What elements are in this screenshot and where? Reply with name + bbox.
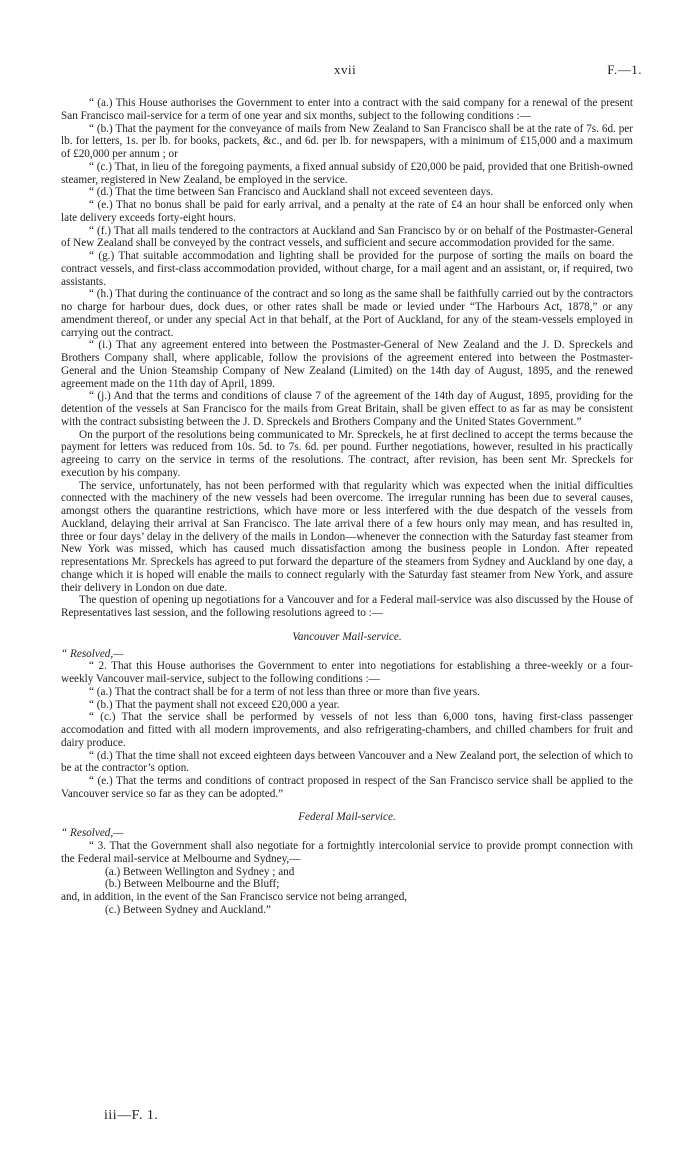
vancouver-resolution-2: “ 2. That this House authorises the Government to enter into negotiations for establishing a three-weekly or a four-weekly Vancouver mail-service, subject to the following conditions :— — [61, 660, 633, 685]
vancouver-clause-d: “ (d.) That the time shall not exceed eighteen days between Vancouver and a New Zealand port, the selection of which to be at the contractor’s option. — [61, 749, 633, 775]
federal-addition: and, in addition, in the event of the San Francisco service not being arranged, — [61, 891, 408, 903]
paragraph-vancouver-federal-question: The question of opening up negotiations for a Vancouver and for a Federal mail-service was also discussed by the House of Representatives last session, and the following resolutions agreed to :— — [61, 594, 633, 619]
resolution-clause-g: “ (g.) That suitable accommodation and lighting shall be provided for the purpose of sorting the mails on board the contract vessels, and first-class accommodation provided, without charge, for a mail agent and an assistant, or, if required, two assistants. — [61, 250, 633, 288]
footer-signature: iii—F. 1. — [104, 1108, 159, 1123]
federal-route-b: (b.) Between Melbourne and the Bluff; — [105, 878, 280, 891]
federal-resolved: “ Resolved,— — [61, 827, 124, 840]
federal-route-c: (c.) Between Sydney and Auckland.” — [105, 903, 271, 916]
resolution-clause-b: “ (b.) That the payment for the conveyance of mails from New Zealand to San Francisco shall be at the rate of 7s. 6d. per lb. for letters, 1s. per lb. for books, packets, &c., and 6d. per lb. for newspapers, with a minimum of £15,000 and a maximum of £20,000 per annum ; or — [61, 122, 633, 160]
resolution-clause-h: “ (h.) That during the continuance of the contract and so long as the same shall be faithfully carried out by the contractors no charge for harbour dues, dock dues, or other rates shall be made or levied under “The Harbours Act, 1878,” or any amendment thereof, or under any special Act in that behalf, at the Port of Auckland, for any of the steam-vessels employed in carrying out the contract. — [61, 288, 633, 339]
vancouver-clause-c: “ (c.) That the service shall be performed by vessels of not less than 6,000 tons, having first-class passenger accomodation and fitted with all modern improvements, and also refrigerating-chambers, and chilled chambers for fruit and dairy produce. — [61, 711, 633, 749]
paragraph-spreckels-terms: On the purport of the resolutions being communicated to Mr. Spreckels, he at first declined to accept the terms because the payment for letters was reduced from 10s. 5d. to 7s. 6d. per pound. Further negotiations, however, resulted in his practically agreeing to carry on the service in terms of the resolutions. The contract, after revision, has been sent Mr. Spreckels for execution by his company. — [61, 428, 633, 479]
resolution-clause-i: “ (i.) That any agreement entered into between the Postmaster-General of New Zealand and the J. D. Spreckels and Brothers Company shall, where applicable, follow the provisions of the agreement entered into between the Postmaster-General and the Union Steamship Company of New Zealand (Limited) on the 14th day of August, 1895, and the renewed agreement made on the 11th day of April, 1899. — [61, 339, 633, 390]
vancouver-resolved: “ Resolved,— — [61, 647, 124, 660]
vancouver-clause-a: “ (a.) That the contract shall be for a term of not less than three or more than five years. — [89, 685, 480, 698]
resolution-clause-f: “ (f.) That all mails tendered to the contractors at Auckland and San Francisco by or on behalf of the Postmaster-General of New Zealand shall be conveyed by the contract vessels, and sufficient and secure accommodation provided for the same. — [61, 224, 633, 250]
resolution-clause-a: “ (a.) This House authorises the Government to enter into a contract with the said company for a renewal of the present San Francisco mail-service for a term of one year and six months, subject to the following conditions :— — [61, 97, 633, 122]
resolution-clause-c: “ (c.) That, in lieu of the foregoing payments, a fixed annual subsidy of £20,000 be paid, provided that one British-owned steamer, registered in New Zealand, be employed in the service. — [61, 160, 633, 186]
vancouver-clause-b: “ (b.) That the payment shall not exceed £20,000 a year. — [89, 698, 340, 711]
paragraph-service-regularity: The service, unfortunately, has not been performed with that regularity which was expected when the initial difficulties connected with the machinery of the new vessels had been overcome. The irregular running has been due to several causes, amongst others the quarantine restrictions, which have more or less interfered with the due despatch of the vessels from Auckland, delaying their arrival at San Francisco. The late arrival there of a few hours only may mean, and has resulted in, three or four days’ delay in the delivery of the mails in London—whenever the connection with the Saturday fast steamer from New York was missed, which has caused much dissatisfaction among the business people in London. After repeated representations Mr. Spreckels has agreed to put forward the departure of the steamers from Sydney and Auckland by one day, a change which it is hoped will enable the mails to connect regularly with the Saturday fast steamer from New York, and assure their delivery in London on due date. — [61, 479, 633, 594]
page-header — [0, 62, 700, 82]
page-number: xvii — [334, 62, 357, 77]
federal-heading: Federal Mail-service. — [298, 810, 396, 823]
vancouver-heading: Vancouver Mail-service. — [292, 630, 402, 643]
document-reference: F.—1. — [607, 62, 642, 77]
resolution-clause-e: “ (e.) That no bonus shall be paid for early arrival, and a penalty at the rate of £4 an hour shall be enforced only when late delivery exceeds forty-eight hours. — [61, 199, 633, 224]
resolution-clause-d: “ (d.) That the time between San Francisco and Auckland shall not exceed seventeen days. — [89, 186, 494, 199]
federal-resolution-3: “ 3. That the Government shall also negotiate for a fortnightly intercolonial service to provide prompt connection with the Federal mail-service at Melbourne and Sydney,— — [61, 840, 633, 865]
federal-route-a: (a.) Between Wellington and Sydney ; and — [105, 865, 295, 878]
body-text — [61, 97, 633, 917]
vancouver-clause-e: “ (e.) That the terms and conditions of contract proposed in respect of the San Francisco service shall be applied to the Vancouver service so far as they can be adopted.” — [61, 775, 633, 800]
resolution-clause-j: “ (j.) And that the terms and conditions of clause 7 of the agreement of the 14th day of August, 1895, providing for the detention of the vessels at San Francisco for the mails from Great Britain, shall be given effect to as far as may be consistent with the contract subsisting between the J. D. Spreckels and Brothers Company and the United States Government.” — [61, 390, 633, 428]
